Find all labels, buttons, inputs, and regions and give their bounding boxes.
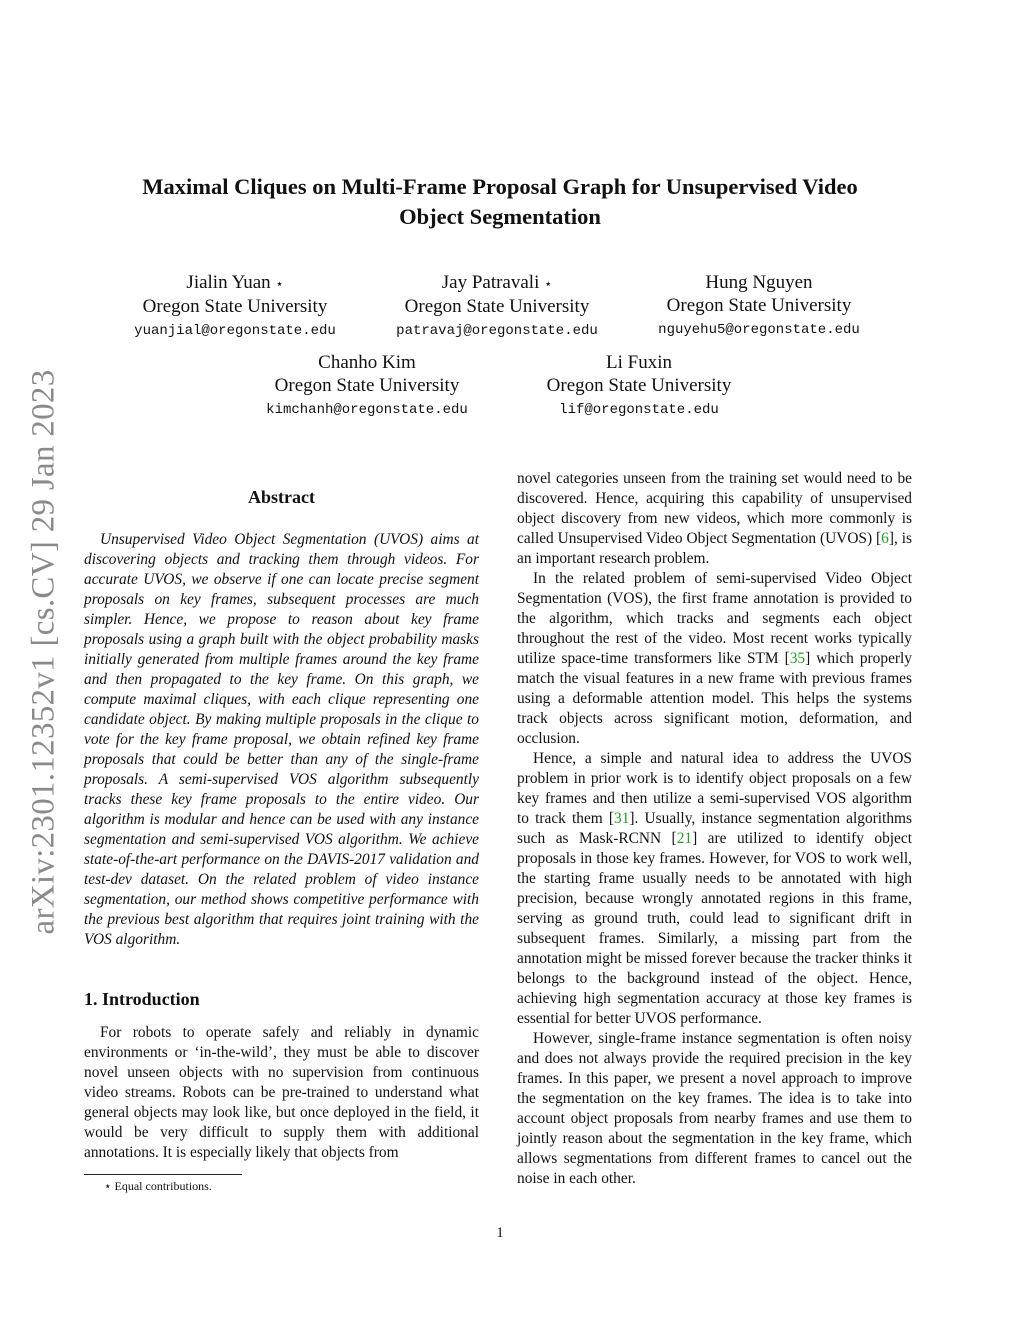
author-email[interactable]: patravaj@oregonstate.edu [396,323,598,339]
arxiv-stamp-text: arXiv:2301.12352v1 [cs.CV] 29 Jan 2023 [25,369,62,935]
footnote [104,1179,212,1194]
author-email[interactable]: kimchanh@oregonstate.edu [266,402,468,418]
intro-paragraph [517,469,912,569]
author-block [367,271,627,341]
introduction-heading: 1. Introduction [84,989,200,1009]
author-affiliation: Oregon State University [404,296,590,317]
intro-paragraph [517,569,912,749]
title-line-1: Maximal Cliques on Multi-Frame Proposal Graph for Unsupervised Video [142,174,858,199]
author-affiliation: Oregon State University [546,375,732,396]
author-block [105,271,365,341]
citation-link[interactable]: 35 [789,650,806,667]
author-email[interactable]: yuanjial@oregonstate.edu [134,323,336,339]
paragraph-text: ], is an important research problem. [517,530,913,567]
paragraph-text: novel categories unseen from the training set would need to be discovered. Hence, acquiring this capability of unsupervised object discovery from new videos, which more commonly is called Unsupervised Video Object Segmentation (UVOS) [ [517,470,912,547]
author-affiliation: Oregon State University [274,375,460,396]
author-block [509,351,769,420]
paragraph-text: Hence, a simple and natural idea to address the UVOS problem in prior work is to identify object proposals on a few key frames and then utilize a semi-supervised VOS algorithm to track them [ [517,750,912,827]
paper-title [100,172,900,232]
author-email[interactable]: nguyehu5@oregonstate.edu [658,322,860,338]
equal-contribution-mark: ⋆ [275,276,284,291]
title-line-2: Object Segmentation [399,204,601,229]
paragraph-text: In the related problem of semi-supervised Video Object Segmentation (VOS), the first frame annotation is provided to the algorithm, which tracks and segments each object throughout the rest of the video. Most recent works typically utilize space-time transformers like STM [ [517,570,912,667]
paragraph-text: ] which properly match the visual features in a new frame with previous frames using a deformable attention model. This helps the systems track objects across significant motion, deformation, and occlusion. [517,650,912,747]
author-name: Jialin Yuan [186,272,271,293]
arxiv-stamp [0,0,90,1325]
abstract [84,530,479,950]
author-name: Jay Patravali [441,272,540,293]
intro-paragraph [517,749,912,1029]
footnote-text: Equal contributions. [114,1179,212,1193]
page-number: 1 [496,1225,504,1241]
author-affiliation: Oregon State University [142,296,328,317]
author-email[interactable]: lif@oregonstate.edu [559,402,719,418]
author-block [629,271,889,340]
author-block [237,351,497,420]
citation-link[interactable]: 21 [676,830,693,847]
introduction-left-column [84,1023,479,1163]
abstract-text: Unsupervised Video Object Segmentation (UVOS) aims at discovering objects and tracking them through videos. For accurate UVOS, we observe if one can locate precise segment proposals on key frames, subsequent processes are much simpler. Hence, we propose to reason about key frame proposals using a graph built with the object probability masks initially generated from multiple frames around the key frame and then propagated to the key frame. On this graph, we compute maximal cliques, with each clique representing one candidate object. By making multiple proposals in the clique to vote for the key frame proposal, we obtain refined key frame proposals that could be better than any of the single-frame proposals. A semi-supervised VOS algorithm subsequently tracks these key frame proposals to the entire video. Our algorithm is modular and hence can be used with any instance segmentation and semi-supervised VOS algorithm. We achieve state-of-the-art performance on the DAVIS-2017 validation and test-dev dataset. On the related problem of video instance segmentation, our method shows competitive performance with the previous best algorithm that requires joint training with the VOS algorithm. [84,531,479,948]
footnote-mark: ⋆ [104,1179,112,1193]
citation-link[interactable]: 6 [881,530,889,547]
footnote-divider [84,1174,242,1175]
author-affiliation: Oregon State University [666,295,852,316]
intro-paragraph: For robots to operate safely and reliably in dynamic environments or ‘in-the-wild’, they must be able to discover novel unseen objects with no supervision from continuous video streams. Robots can be pre-trained to understand what general objects may look like, but once deployed in the field, it would be very difficult to supply them with additional annotations. It is especially likely that objects from [84,1024,479,1161]
paragraph-text: ]. Usually, instance segmentation algorithms such as Mask-RCNN [ [517,810,912,847]
equal-contribution-mark: ⋆ [544,276,553,291]
author-name: Li Fuxin [606,352,672,373]
abstract-heading: Abstract [248,487,315,507]
citation-link[interactable]: 31 [614,810,630,827]
paragraph-text: ] are utilized to identify object proposals in those key frames. However, for VOS to work well, the starting frame usually needs to be annotated with high precision, because wrongly annotated regions in this frame, serving as ground truth, could lead to significant drift in subsequent frames. Similarly, a missing part from the annotation might be missed forever because the tracker thinks it belongs to the background instead of the object. Hence, achieving high segmentation accuracy at those key frames is essential for better UVOS performance. [517,830,912,1027]
author-name: Chanho Kim [318,352,416,373]
intro-paragraph: However, single-frame instance segmentation is often noisy and does not always provide the required precision in the key frames. In this paper, we present a novel approach to improve the segmentation on the key frames. The idea is to take into account object proposals from nearby frames and use them to jointly reason about the segmentation in the key frame, which allows segmentations from different frames to cancel out the noise in each other. [517,1030,912,1187]
introduction-right-column [517,469,912,1189]
author-name: Hung Nguyen [705,272,813,293]
